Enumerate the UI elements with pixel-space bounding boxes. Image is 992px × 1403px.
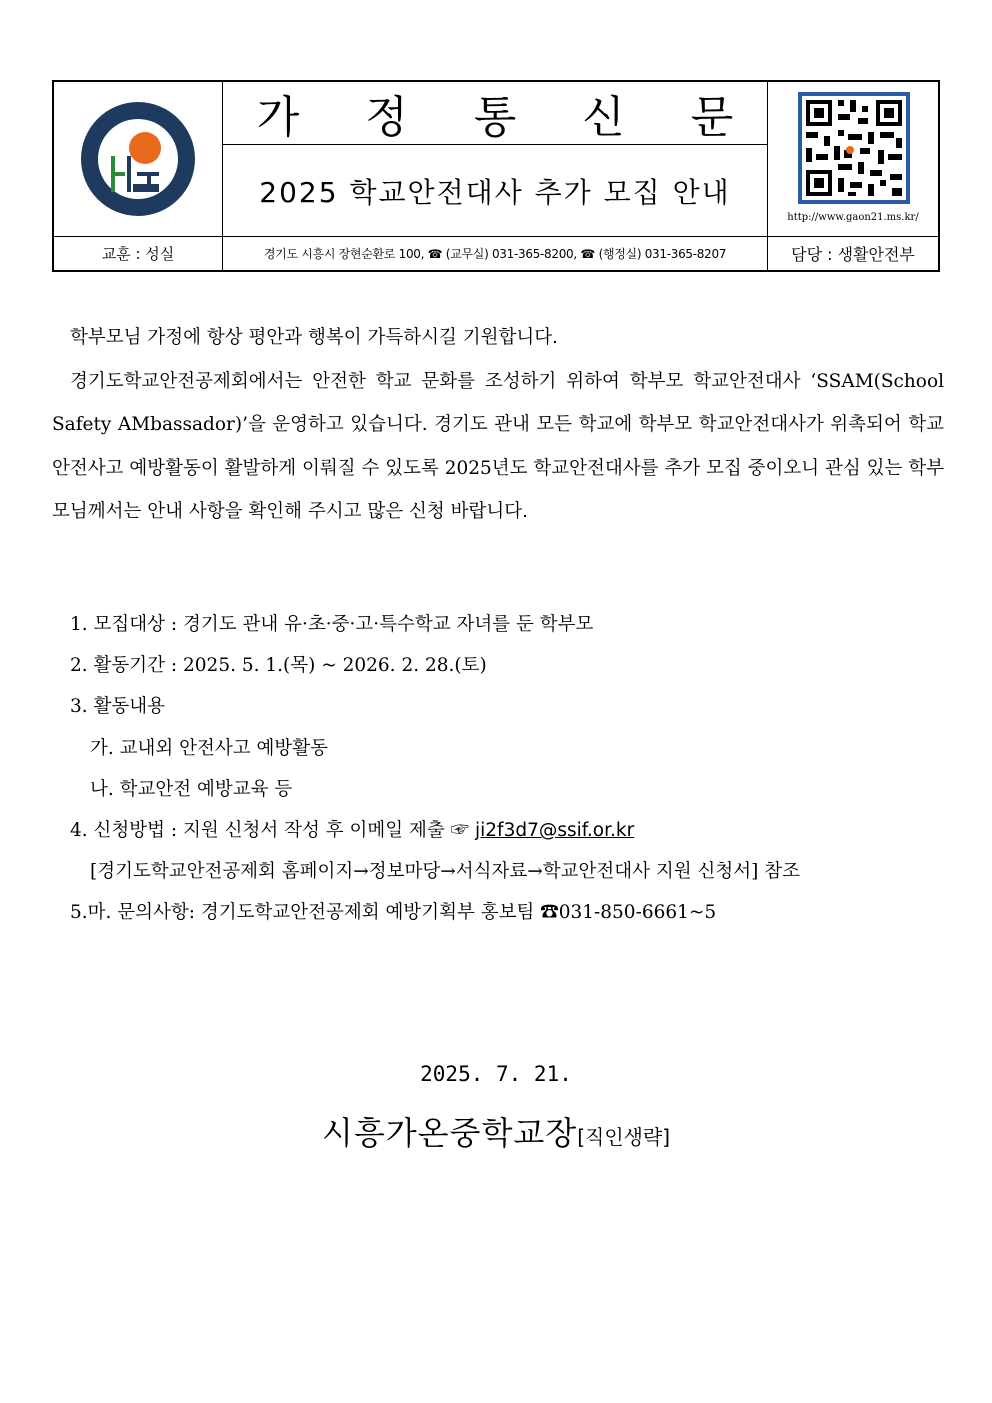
issue-date: 2025. 7. 21. [420, 1062, 572, 1086]
greeting: 학부모님 가정에 항상 평안과 행복이 가득하시길 기원합니다. [70, 327, 558, 348]
list-item-recruitment-target: 1. 모집대상 : 경기도 관내 유·초·중·고·특수학교 자녀를 둔 학부모 [70, 614, 594, 635]
department-in-charge: 담당 : 생활안전부 [791, 245, 915, 264]
list-item-activity-content: 3. 활동내용 [70, 696, 166, 718]
seal-omitted-note: [직인생략] [577, 1125, 671, 1149]
signature-line [0, 1108, 992, 1154]
list-subitem-education: 나. 학교안전 예방교육 등 [90, 778, 293, 800]
application-form-reference: [경기도학교안전공제회 홈페이지→정보마당→서식자료→학교안전대사 지원 신청서] 참조 [90, 861, 800, 883]
info-list [70, 604, 950, 934]
header-table [52, 80, 940, 272]
list-item-inquiries: 5.마. 문의사항: 경기도학교안전공제회 예방기획부 홍보팀 ☎031-850-6661~5 [70, 902, 717, 924]
list-item-application-method [70, 810, 950, 851]
qr-code-icon [798, 92, 910, 204]
document-subtitle: 2025 학교안전대사 추가 모집 안내 [259, 175, 731, 209]
application-method-text: 4. 신청방법 : 지원 신청서 작성 후 이메일 제출 ☞ [70, 820, 475, 842]
school-logo [54, 82, 222, 236]
school-website-url: http://www.gaon21.ms.kr/ [787, 212, 919, 223]
school-motto: 교훈 : 성실 [101, 245, 175, 263]
principal-title: 시흥가온중학교장 [321, 1114, 578, 1152]
qr-code-cell [768, 82, 938, 236]
list-subitem-prevention: 가. 교내외 안전사고 예방활동 [90, 737, 328, 759]
document-title-cell [223, 82, 767, 144]
document-subtitle-cell [223, 145, 767, 236]
list-item-activity-period: 2. 활동기간 : 2025. 5. 1.(목) ~ 2026. 2. 28.(토) [70, 655, 487, 677]
main-paragraph: 경기도학교안전공제회에서는 안전한 학교 문화를 조성하기 위하여 학부모 학교안전대사 ‘SSAM(School Safety AMbassador)’을 운영하고 있습니다. 경기도 관내 모든 학교에 학부모 학교안전대사가 위촉되어 학교안전사고 예방활동이 활발하게 이뤄질 수 있도록 2025년도 학교안전대사를 추가 모집 중이오니 관심 있는 학부모님께서는 안내 사항을 확인해 주시고 많은 신청 바랍니다. [52, 370, 944, 522]
contact-email-link[interactable]: ji2f3d7@ssif.or.kr [475, 820, 635, 842]
school-address: 경기도 시흥시 장현순환로 100, ☎ (교무실) 031-365-8200, ☎ (행정실) 031-365-8207 [263, 247, 727, 261]
document-title: 가 정 통 신 문 [256, 92, 760, 143]
letter-body [52, 316, 944, 534]
school-emblem-icon [79, 100, 197, 218]
